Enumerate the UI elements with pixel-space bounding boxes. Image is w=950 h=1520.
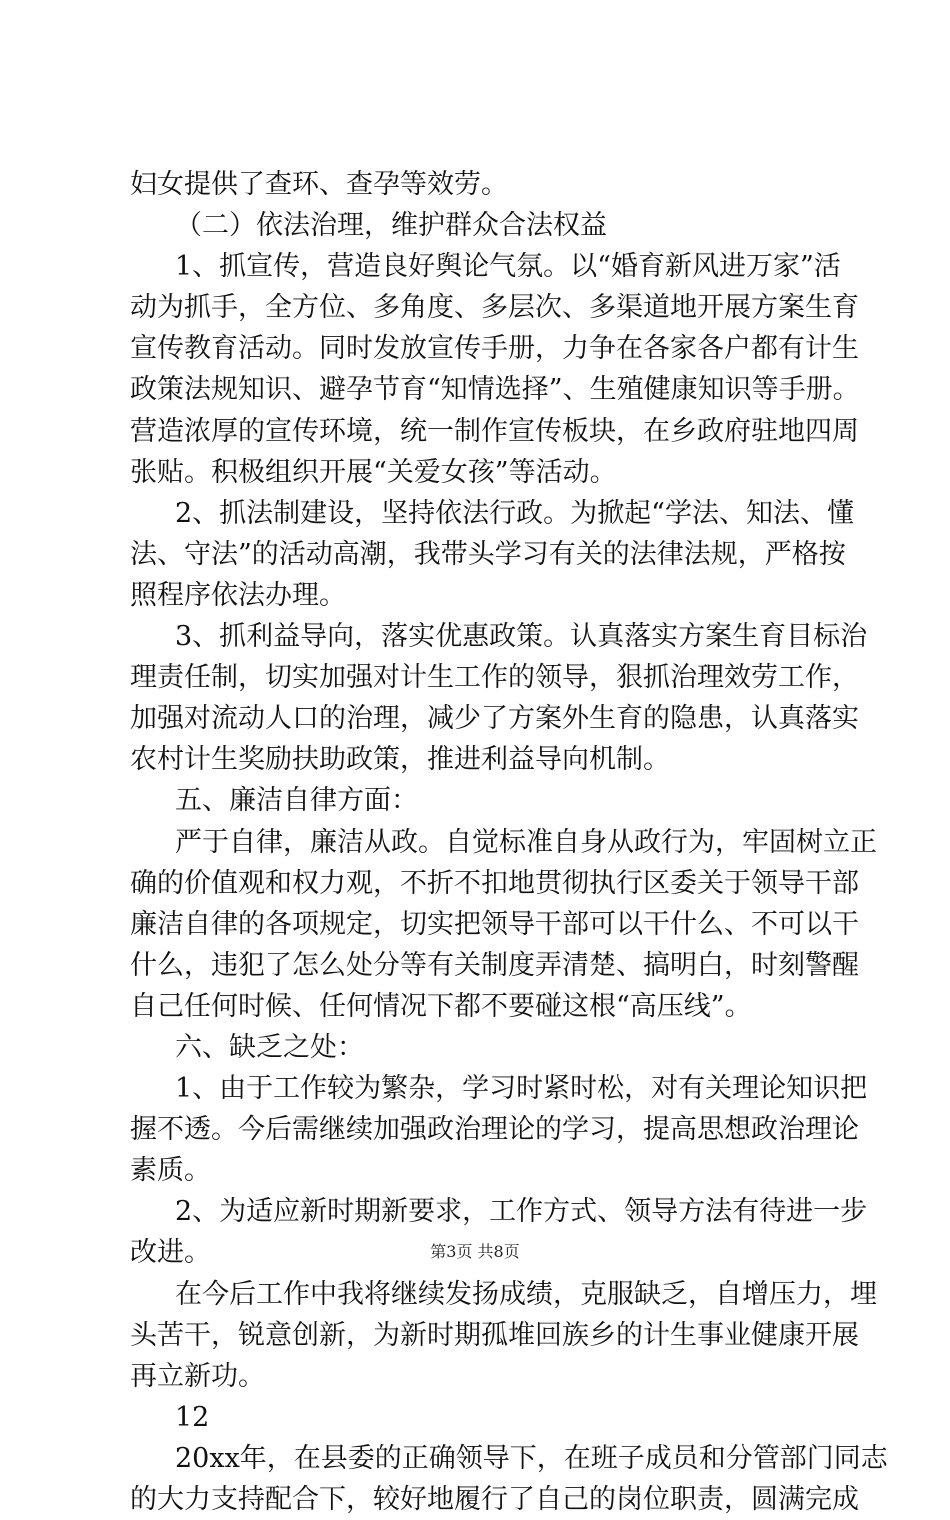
text-line: 动为抓手，全方位、多角度、多层次、多渠道地开展方案生育 bbox=[130, 292, 859, 324]
text-line: 再立新功。 bbox=[130, 1360, 265, 1392]
section-heading: （二）依法治理，维护群众合法权益 bbox=[175, 210, 607, 242]
text-line: 改进。 bbox=[130, 1237, 211, 1269]
text-line: 2、抓法制建设，坚持依法行政。为掀起“学法、知法、懂 bbox=[175, 497, 854, 529]
text-line: 1、由于工作较为繁杂，学习时紧时松，对有关理论知识把 bbox=[175, 1073, 868, 1105]
text-line: 在今后工作中我将继续发扬成绩，克服缺乏，自增压力，埋 bbox=[175, 1278, 877, 1310]
document-body bbox=[130, 164, 888, 1520]
text-line: 确的价值观和权力观，不折不扣地贯彻执行区委关于领导干部 bbox=[130, 867, 859, 899]
text-line: 照程序依法办理。 bbox=[130, 579, 346, 611]
section-number: 12 bbox=[175, 1401, 210, 1433]
text-line: 自己任何时候、任何情况下都不要碰这根“高压线”。 bbox=[130, 990, 752, 1022]
text-line: 头苦干，锐意创新，为新时期孤堆回族乡的计生事业健康开展 bbox=[130, 1319, 859, 1351]
text-line: 政策法规知识、避孕节育“知情选择”、生殖健康知识等手册。 bbox=[130, 374, 860, 406]
text-line: 3、抓利益导向，落实优惠政策。认真落实方案生育目标治 bbox=[175, 621, 868, 653]
text-line: 1、抓宣传，营造良好舆论气氛。以“婚育新风进万家”活 bbox=[175, 251, 841, 283]
text-line: 理责任制，切实加强对计生工作的领导，狠抓治理效劳工作， bbox=[130, 662, 859, 694]
text-line: 2、为适应新时期新要求，工作方式、领导方法有待进一步 bbox=[175, 1196, 868, 1228]
section-heading: 五、廉洁自律方面： bbox=[175, 785, 418, 817]
text-line: 法、守法”的活动高潮，我带头学习有关的法律法规，严格按 bbox=[130, 538, 846, 570]
text-line: 素质。 bbox=[130, 1155, 211, 1187]
text-line: 妇女提供了查环、查孕等效劳。 bbox=[130, 169, 508, 200]
text-line: 廉洁自律的各项规定，切实把领导干部可以干什么、不可以干 bbox=[130, 908, 859, 940]
section-heading: 六、缺乏之处： bbox=[175, 1031, 364, 1063]
text-line: 农村计生奖励扶助政策，推进利益导向机制。 bbox=[130, 744, 670, 776]
text-line: 营造浓厚的宣传环境，统一制作宣传板块，在乡政府驻地四周 bbox=[130, 415, 859, 447]
text-line: 宣传教育活动。同时发放宣传手册，力争在各家各户都有计生 bbox=[130, 333, 859, 365]
text-line: 加强对流动人口的治理，减少了方案外生育的隐患，认真落实 bbox=[130, 703, 859, 735]
text-line: 张贴。积极组织开展“关爱女孩”等活动。 bbox=[130, 456, 617, 488]
text-line: 握不透。今后需继续加强政治理论的学习，提高思想政治理论 bbox=[130, 1114, 859, 1146]
text-line: 严于自律，廉洁从政。自觉标准自身从政行为，牢固树立正 bbox=[175, 826, 877, 858]
text-line: 什么，违犯了怎么处分等有关制度弄清楚、搞明白，时刻警醒 bbox=[130, 949, 859, 981]
text-line: 的大力支持配合下，较好地履行了自己的岗位职责，圆满完成 bbox=[130, 1484, 859, 1515]
text-line: 20xx年，在县委的正确领导下，在班子成员和分管部门同志 bbox=[175, 1442, 888, 1474]
page-footer: 第3页 共8页 bbox=[430, 1242, 520, 1261]
